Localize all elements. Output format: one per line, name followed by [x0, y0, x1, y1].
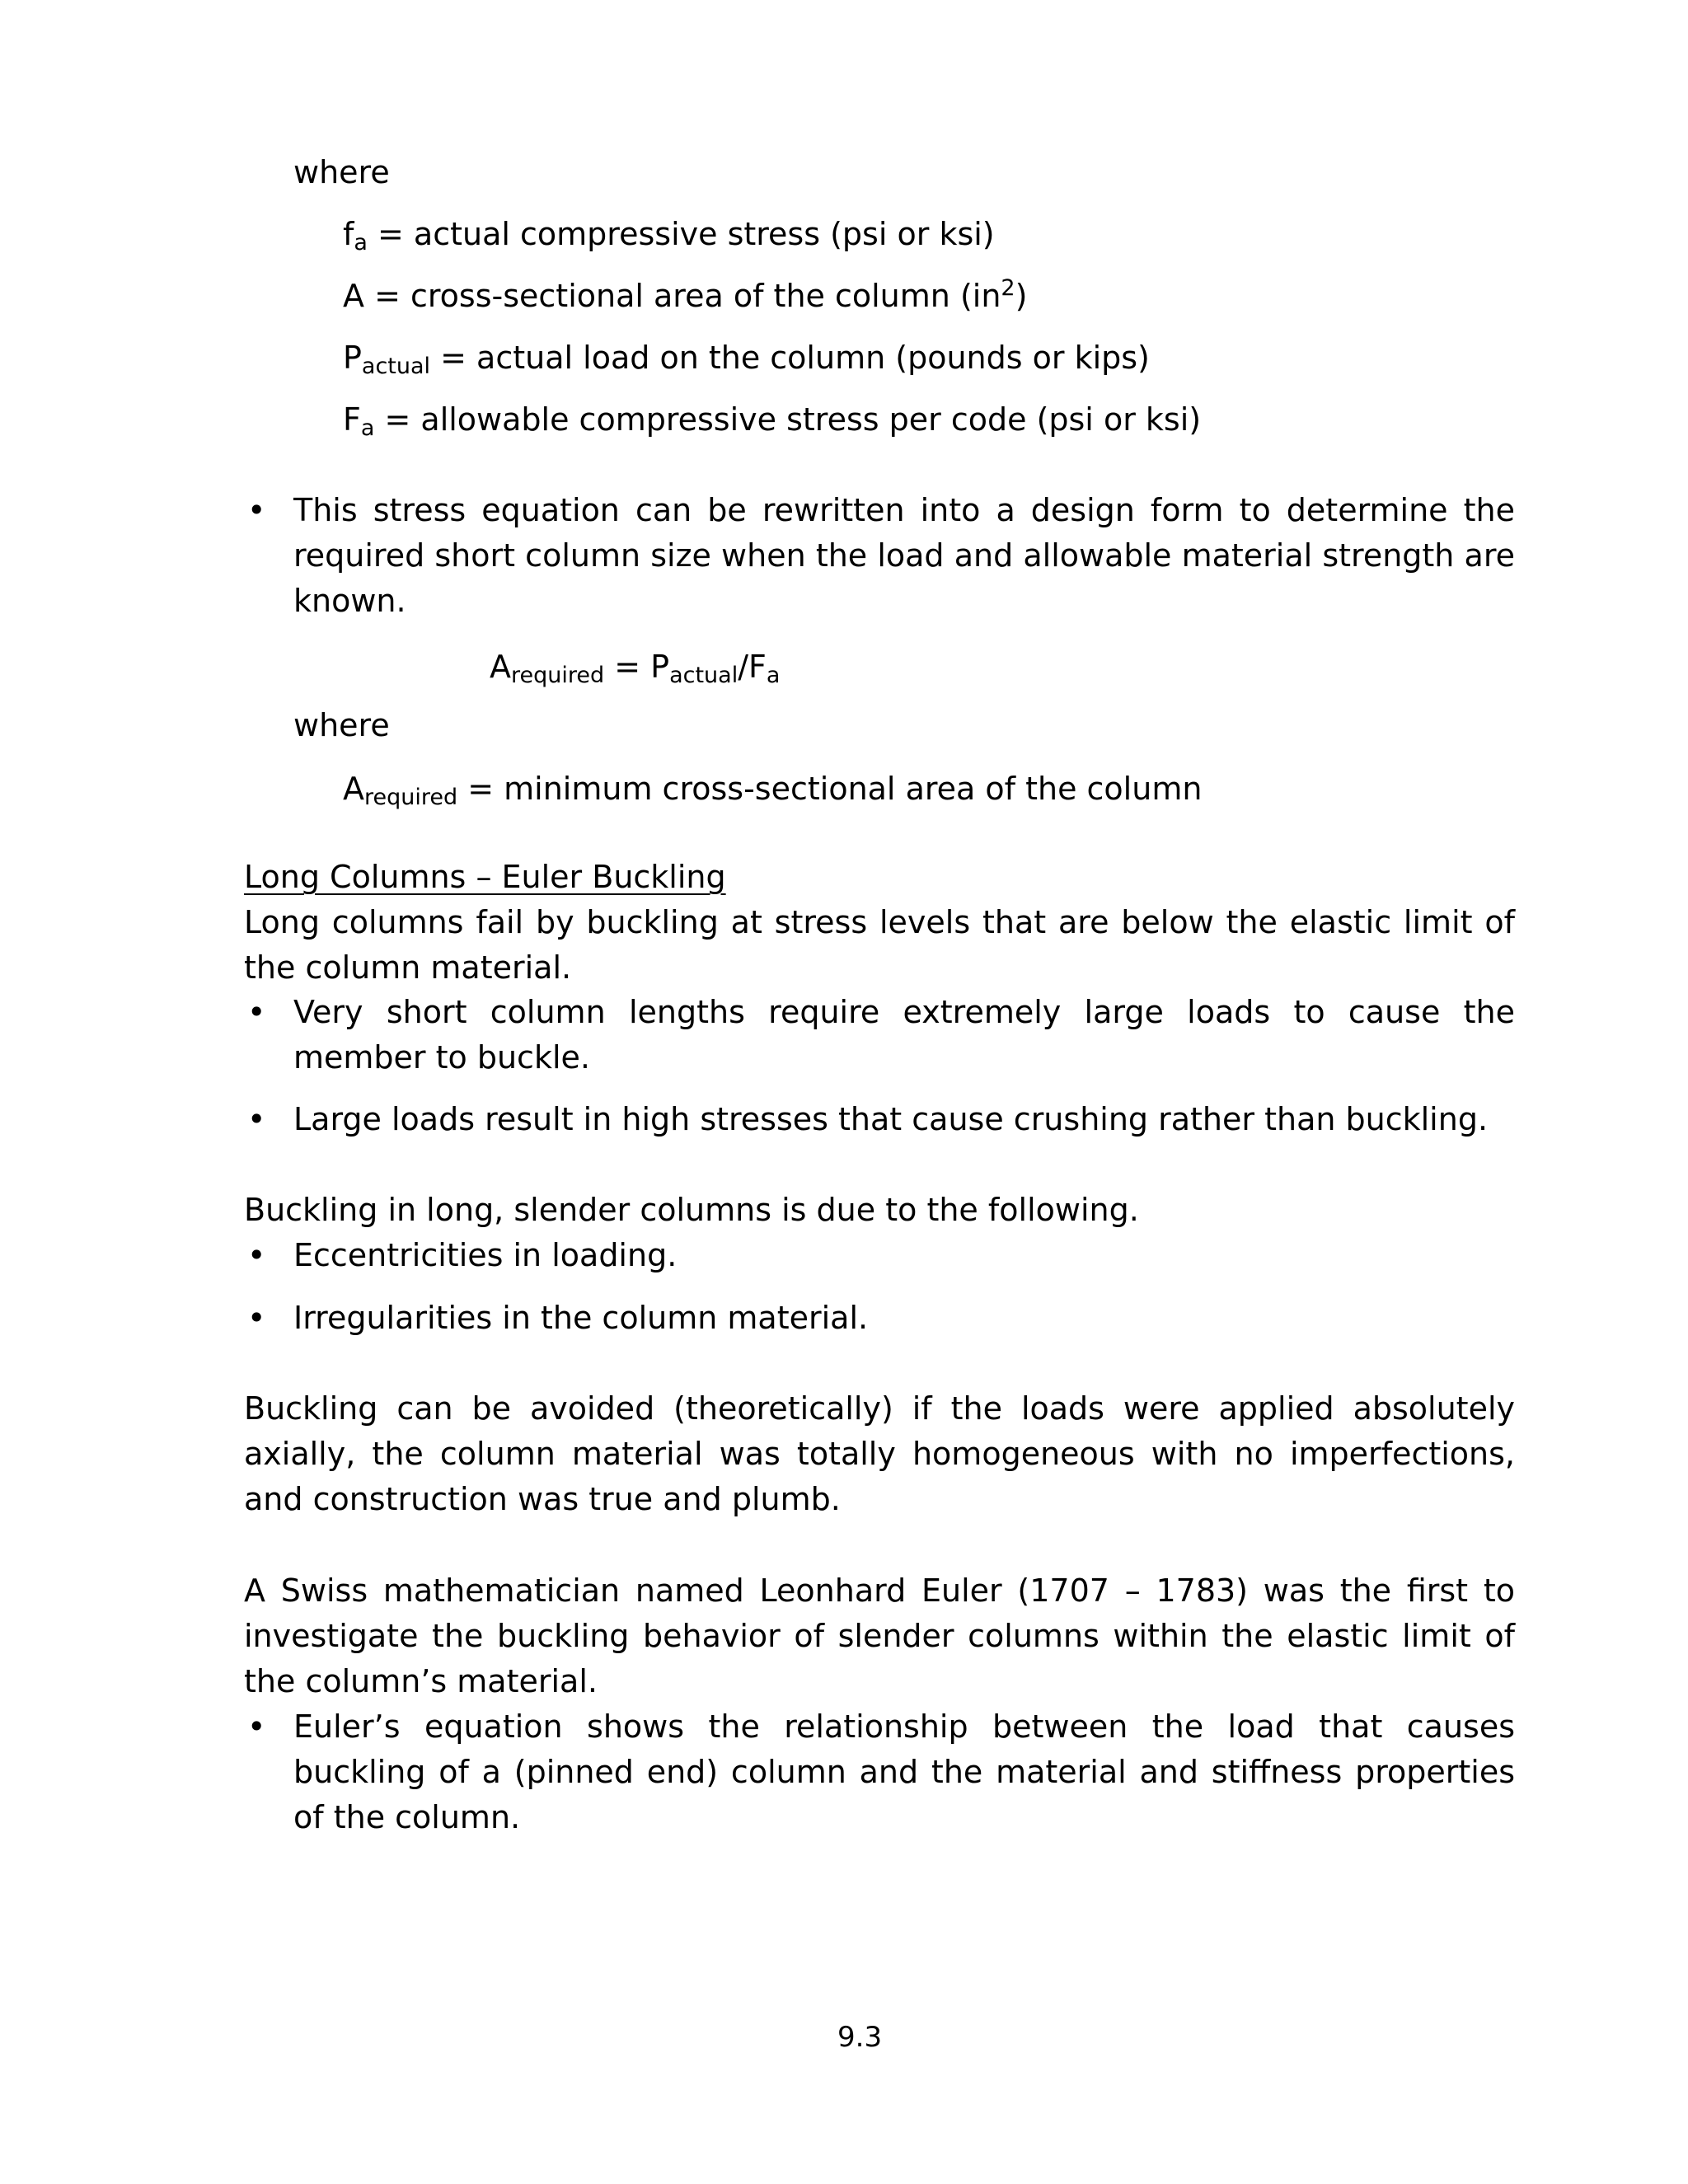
bullet-marker: • — [247, 1237, 266, 1273]
where-label: where — [293, 154, 390, 190]
definition-fa: $f_a$ = actual compressive stress (psi or ksi) — [343, 216, 995, 255]
where-label-2: where — [293, 707, 390, 743]
definition-p-actual: $P_{actual}$ = actual load on the column (pounds or kips) — [343, 340, 1150, 379]
paragraph-avoided: Buckling can be avoided (theoretically) if the loads were applied absolutely axially, the column material was totally homogeneous with no imperfections, and construction was true and plumb. — [244, 1390, 1515, 1517]
bullet-large-loads: Large loads result in high stresses that cause crushing rather than buckling. — [293, 1101, 1489, 1137]
bullet-short-columns: Very short column lengths require extremely large loads to cause the member to buckle. — [293, 994, 1515, 1076]
definition-area: A = cross-sectional area of the column $(in^2)$ — [343, 275, 1028, 314]
definition-fa-allowable: $F_a$ = allowable compressive stress per code (psi or ksi) — [343, 401, 1202, 441]
paragraph-long-columns: Long columns fail by buckling at stress levels that are below the elastic limit of the column material. — [244, 904, 1515, 986]
section-heading: Long Columns – Euler Buckling — [244, 859, 726, 895]
paragraph-buckling-causes: Buckling in long, slender columns is due to the following. — [244, 1192, 1139, 1228]
paragraph-euler: A Swiss mathematician named Leonhard Euler (1707 – 1783) was the first to investigate the buckling behavior of slender columns within the elastic limit of the column’s material. — [244, 1572, 1515, 1699]
bullet-marker: • — [247, 1708, 266, 1745]
bullet-design-form: This stress equation can be rewritten into a design form to determine the required short column size when the load and allowable material strength are known. — [293, 492, 1515, 619]
bullet-marker: • — [247, 492, 266, 528]
bullet-irregularities: Irregularities in the column material. — [293, 1300, 869, 1336]
bullet-euler-equation: Euler’s equation shows the relationship between the load that causes buckling of a (pinned end) column and the material and stiffness properties of the column. — [293, 1708, 1515, 1835]
bullet-eccentricities: Eccentricities in loading. — [293, 1237, 678, 1273]
definition-a-required: $A_{required}$ = minimum cross-sectional area of the column — [343, 771, 1203, 810]
bullet-marker: • — [247, 1101, 266, 1137]
bullet-marker: • — [247, 1300, 266, 1336]
equation-a-required: $A_{required} = P_{actual}/F_a$ — [490, 649, 781, 688]
page-number: 9.3 — [837, 2021, 883, 2054]
bullet-marker: • — [247, 994, 266, 1030]
